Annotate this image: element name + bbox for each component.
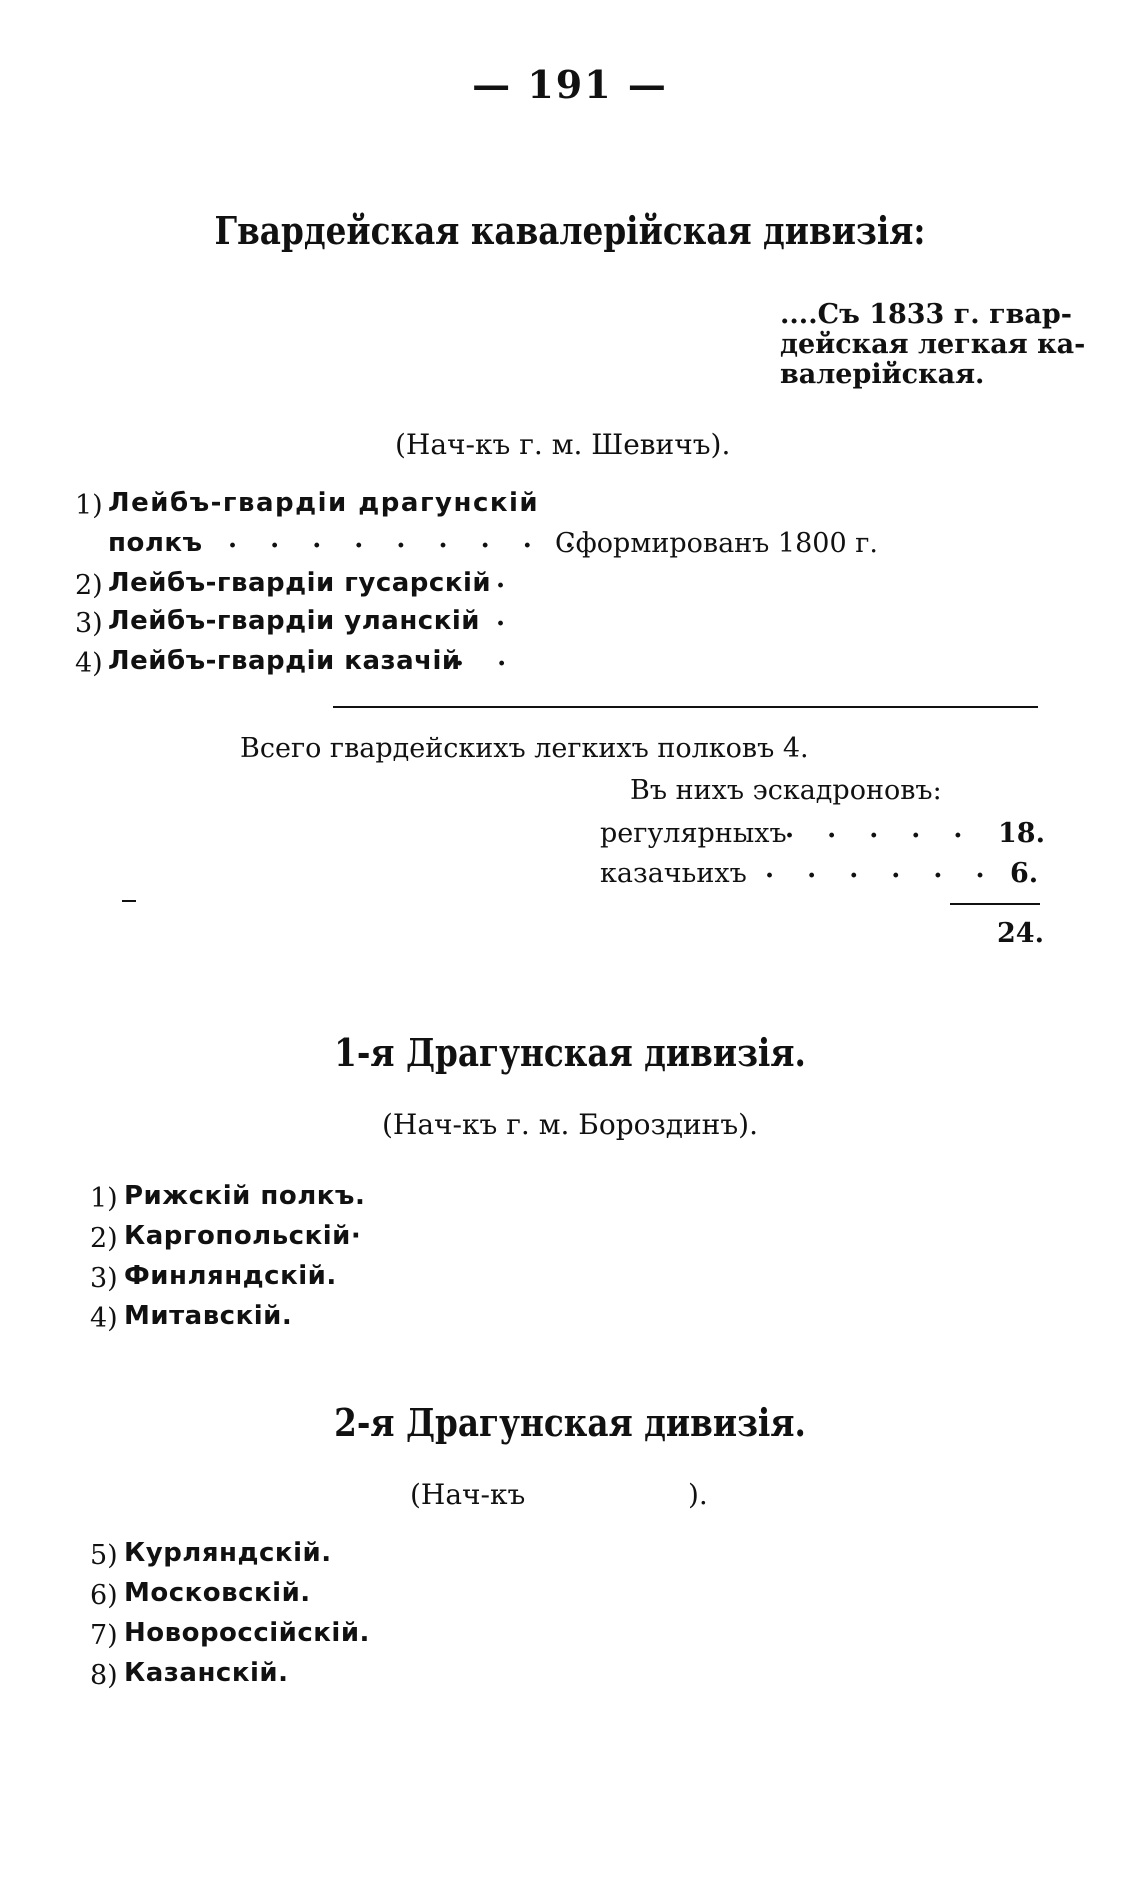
guard-cossack-dots: . . . . . . bbox=[765, 854, 997, 884]
dragoon2-regiment-6-name: Московскій. bbox=[124, 1578, 311, 1608]
stray-mark bbox=[122, 900, 136, 902]
dragoon1-regiment-2-name: Каргопольскій· bbox=[124, 1221, 362, 1251]
dragoon1-division-title: 1-я Драгунская дивизія. bbox=[334, 1030, 806, 1075]
guard-division-title: Гвардейская кавалерійская дивизія: bbox=[214, 208, 926, 253]
dragoon2-regiment-7-num: 7) bbox=[90, 1620, 118, 1651]
dragoon2-division-title: 2-я Драгунская дивизія. bbox=[334, 1400, 806, 1445]
guard-regiment-3-dot: . bbox=[496, 602, 518, 632]
guard-commander: (Нач-къ г. м. Шевичъ). bbox=[395, 428, 731, 461]
guard-cossack-value: 6. bbox=[1010, 858, 1039, 889]
dragoon2-regiment-5-name: Курляндскій. bbox=[124, 1538, 332, 1568]
dragoon1-regiment-2-num: 2) bbox=[90, 1223, 118, 1254]
guard-regiment-3-name: Лейбъ-гвардіи уланскій bbox=[108, 606, 480, 636]
guard-sum-value: 24. bbox=[997, 918, 1044, 949]
guard-regiment-2-dot: . bbox=[496, 564, 518, 594]
guard-note bbox=[780, 299, 1086, 390]
guard-regular-label: регулярныхъ bbox=[600, 818, 787, 849]
dragoon2-regiment-7-name: Новороссійскій. bbox=[124, 1618, 370, 1648]
guard-cossack-label: казачьихъ bbox=[600, 858, 747, 889]
dragoon1-regiment-4-name: Митавскій. bbox=[124, 1301, 293, 1331]
guard-divider-rule bbox=[333, 706, 1038, 708]
guard-regiment-2-num: 2) bbox=[75, 570, 103, 601]
dragoon1-commander: (Нач-къ г. м. Бороздинъ). bbox=[382, 1108, 758, 1141]
guard-formed-note: Сформированъ 1800 г. bbox=[555, 528, 878, 559]
dragoon2-commander-open: (Нач-къ bbox=[410, 1478, 526, 1511]
dragoon2-regiment-6-num: 6) bbox=[90, 1580, 118, 1611]
guard-squadrons-label: Въ нихъ эскадроновъ: bbox=[630, 775, 942, 806]
dragoon1-regiment-3-num: 3) bbox=[90, 1263, 118, 1294]
dragoon1-regiment-1-num: 1) bbox=[90, 1183, 118, 1214]
dragoon1-regiment-1-name: Рижскій полкъ. bbox=[124, 1181, 366, 1211]
guard-regular-dots: . . . . . bbox=[785, 814, 975, 844]
guard-regiment-1-leader-dots: . . . . . . . . . bbox=[228, 524, 586, 554]
guard-regiment-1-name: Лейбъ-гвардіи драгунскій bbox=[108, 488, 540, 518]
guard-note-line-1: ....Съ 1833 г. гвар- bbox=[780, 299, 1072, 330]
guard-regiment-4-dots: . . bbox=[455, 642, 519, 672]
dragoon2-commander-close: ). bbox=[688, 1478, 708, 1511]
dragoon2-regiment-5-num: 5) bbox=[90, 1540, 118, 1571]
guard-regiment-4-name: Лейбъ-гвардіи казачій bbox=[108, 646, 461, 676]
guard-regiment-2-name: Лейбъ-гвардіи гусарскій bbox=[108, 568, 492, 598]
guard-sum-rule bbox=[950, 903, 1040, 905]
guard-note-line-2: дейская легкая ка- bbox=[780, 329, 1086, 360]
dragoon2-regiment-8-num: 8) bbox=[90, 1660, 118, 1691]
dragoon1-regiment-3-name: Финляндскій. bbox=[124, 1261, 337, 1291]
guard-regiment-4-num: 4) bbox=[75, 648, 103, 679]
guard-total-line: Всего гвардейскихъ легкихъ полковъ 4. bbox=[240, 733, 809, 764]
dragoon2-regiment-8-name: Казанскій. bbox=[124, 1658, 289, 1688]
guard-regular-value: 18. bbox=[998, 818, 1045, 849]
guard-note-line-3: валерійская. bbox=[780, 359, 985, 390]
guard-regiment-1-name-cont: полкъ bbox=[108, 528, 203, 558]
guard-regiment-3-num: 3) bbox=[75, 608, 103, 639]
guard-regiment-1-num: 1) bbox=[75, 490, 103, 521]
page-number: — 191 — bbox=[472, 62, 668, 107]
dragoon1-regiment-4-num: 4) bbox=[90, 1303, 118, 1334]
